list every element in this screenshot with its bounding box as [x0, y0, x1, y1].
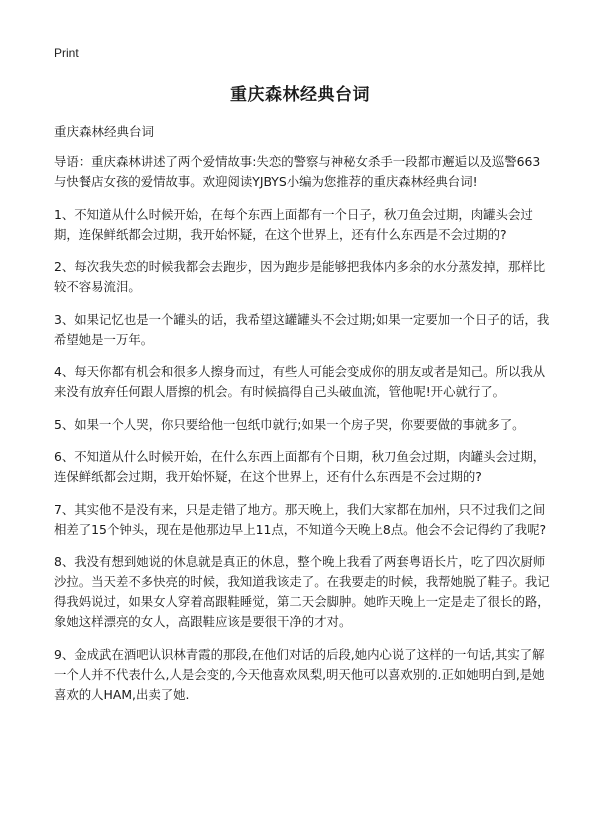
quote-paragraph-5: 5、如果一个人哭，你只要给他一包纸巾就行;如果一个房子哭，你要要做的事就多了。	[54, 416, 525, 432]
quote-paragraph-7: 7、其实他不是没有来，只是走错了地方。那天晚上，我们大家都在加州，只不过我们之间相差了15个钟头，现在是他那边早上11点，不知道今天晚上8点。他会不会记得约了我呢?	[54, 501, 547, 537]
quote-paragraph-4: 4、每天你都有机会和很多人擦身而过，有些人可能会变成你的朋友或者是知己。所以我从来没有放弃任何跟人厝擦的机会。有时候搞得自己头破血流，管他呢!开心就行了。	[54, 364, 546, 399]
quote-paragraph-3: 3、如果记忆也是一个罐头的话，我希望这罐罐头不会过期;如果一定要加一个日子的话，我希望她是一万年。	[54, 311, 550, 347]
print-link[interactable]: Print	[54, 46, 79, 60]
intro-paragraph: 导语：重庆森林讲述了两个爱情故事:失恋的警察与神秘女杀手一段都市邂逅以及巡警663与快餐店女孩的爱情故事。欢迎阅读YJBYS小编为您推荐的重庆森林经典台词!	[54, 154, 541, 189]
page-title: 重庆森林经典台词	[230, 85, 370, 105]
subtitle: 重庆森林经典台词	[54, 124, 155, 139]
quote-paragraph-1: 1、不知道从什么时候开始，在每个东西上面都有一个日子，秋刀鱼会过期，肉罐头会过期，连保鲜纸都会过期，我开始怀疑，在这个世界上，还有什么东西是不会过期的?	[54, 206, 533, 242]
quote-paragraph-6: 6、不知道从什么时候开始，在什么东西上面都有个日期，秋刀鱼会过期，肉罐头会过期，连保鲜纸都会过期，我开始怀疑，在这个世界上，还有什么东西是不会过期的?	[54, 449, 546, 484]
quote-paragraph-8: 8、我没有想到她说的休息就是真正的休息，整个晚上我看了两套粤语长片，吃了四次厨师沙拉。当天差不多快亮的时候，我知道我该走了。在我要走的时候，我帮她脱了鞋子。我记得我妈说过，如果女人穿着高跟鞋睡觉，第二天会脚肿。她昨天晚上一定是走了很长的路，象她这样漂亮的女人，高跟鞋应该是要很干净的才对。	[54, 554, 550, 629]
article-body	[54, 152, 550, 717]
quote-paragraph-9: 9、金成武在酒吧认识林青霞的那段,在他们对话的后段,她内心说了这样的一句话,其实了解一个人并不代表什么,人是会变的,今天他喜欢凤梨,明天他可以喜欢别的.正如她明白到,是她喜欢的人HAM,出卖了她.	[54, 646, 545, 702]
quote-paragraph-2: 2、每次我失恋的时候我都会去跑步，因为跑步是能够把我体内多余的水分蒸发掉，那样比较不容易流泪。	[54, 259, 546, 294]
